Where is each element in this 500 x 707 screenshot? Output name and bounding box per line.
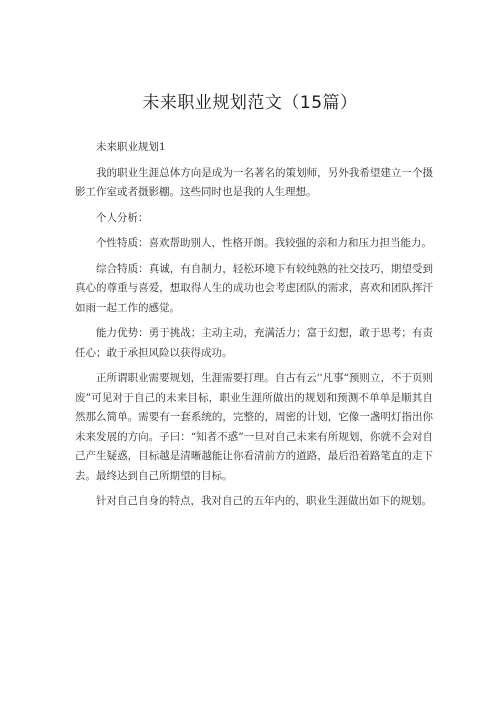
paragraph: 正所谓职业需要规划，生涯需要打理。自古有云''凡事“预则立，不于页则废”可见对于自己的未来目标，职业生涯所做出的规划和预测不单单是顺其自然那么简单。需要有一套系统的，完整的，周密的计划，它像一盏明灯指出你未来发展的方向。子曰：“知者不惑”一旦对自己未来有所规划，你就不会对自己产生疑惑，目标越是清晰越能让你看清前方的道路，最后沿着路笔直的走下去。最终达到自己所期望的目标。 xyxy=(75,372,433,482)
paragraph: 个人分析： xyxy=(96,211,149,224)
paragraph: 我的职业生涯总体方向是成为一名著名的策划师，另外我希望建立一个摄影工作室或者摄影棚。这些同时也是我的人生理想。 xyxy=(75,166,433,198)
paragraph-heading: 未来职业规划1 xyxy=(96,141,166,153)
paragraph: 针对自己自身的特点，我对自己的五年内的，职业生涯做出如下的规划。 xyxy=(96,495,432,507)
paragraph: 综合特质：真诚，有自制力，轻松环境下有较纯熟的社交技巧，期望受到真心的尊重与喜爱，想取得人生的成功也会考虑团队的需求，喜欢和团队挥汗如雨一起工作的感觉。 xyxy=(75,262,433,314)
document-body xyxy=(75,138,433,518)
paragraph: 个性特质：喜欢帮助别人，性格开朗。我较强的亲和力和压力担当能力。 xyxy=(96,237,432,249)
document-title: 未来职业规划范文（15篇） xyxy=(142,93,358,113)
paragraph: 能力优势：勇于挑战；主动主动，充满活力；富于幻想，敢于思考；有责任心；敢于承担风险以获得成功。 xyxy=(75,327,433,359)
